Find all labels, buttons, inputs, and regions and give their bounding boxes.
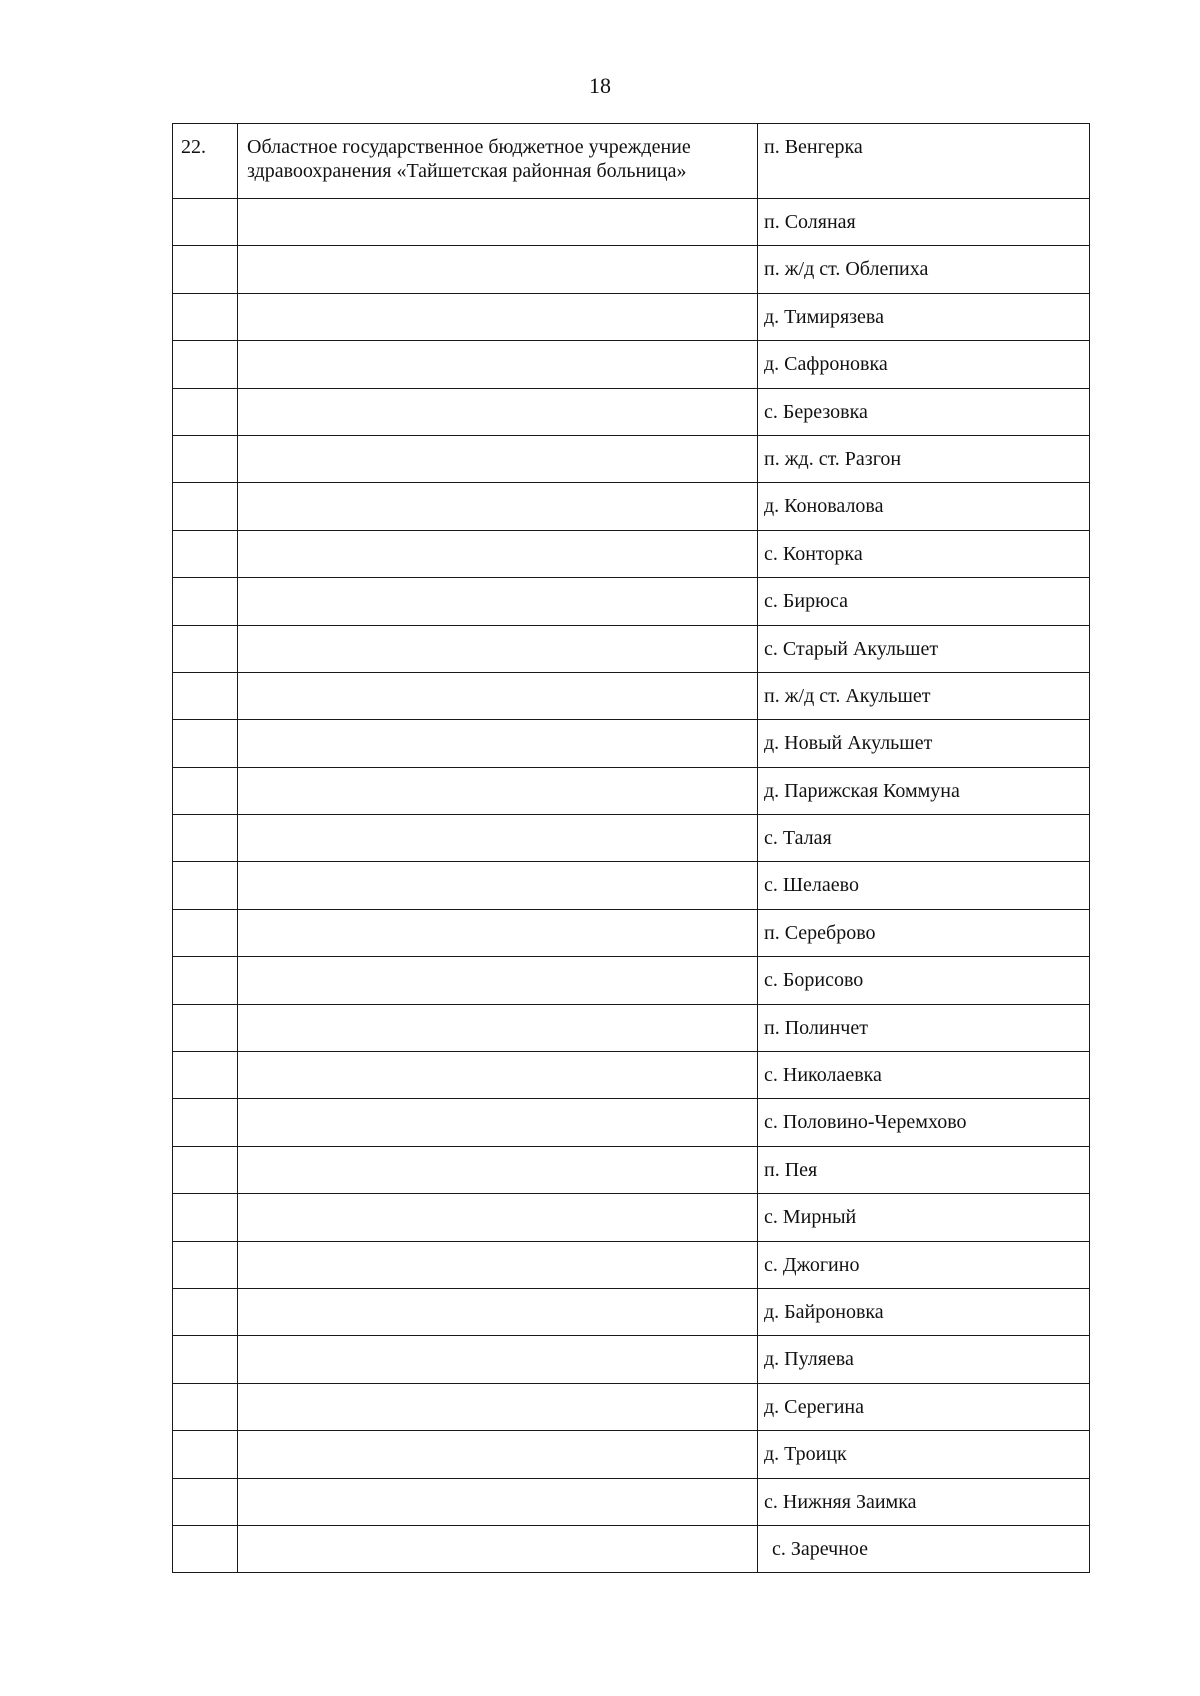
locality-name: п. Соляная bbox=[758, 199, 1090, 246]
table-row bbox=[173, 672, 1090, 719]
table-row bbox=[173, 246, 1090, 293]
number-cell-empty bbox=[173, 530, 238, 577]
institution-cell-empty bbox=[238, 1194, 758, 1241]
institution-cell-empty bbox=[238, 862, 758, 909]
number-cell-empty bbox=[173, 862, 238, 909]
institution-cell-empty bbox=[238, 815, 758, 862]
number-cell-empty bbox=[173, 1099, 238, 1146]
institution-cell-empty bbox=[238, 625, 758, 672]
institution-cell-empty bbox=[238, 1336, 758, 1383]
institution-cell-empty bbox=[238, 1525, 758, 1572]
locality-name: с. Заречное bbox=[758, 1525, 1090, 1572]
institution-cell-empty bbox=[238, 199, 758, 246]
institution-cell-empty bbox=[238, 435, 758, 482]
locality-name: д. Троицк bbox=[758, 1431, 1090, 1478]
number-cell-empty bbox=[173, 672, 238, 719]
number-cell-empty bbox=[173, 246, 238, 293]
institution-cell-empty bbox=[238, 1052, 758, 1099]
number-cell-empty bbox=[173, 578, 238, 625]
locality-name: д. Пуляева bbox=[758, 1336, 1090, 1383]
locality-name: п. Сереброво bbox=[758, 909, 1090, 956]
number-cell-empty bbox=[173, 1194, 238, 1241]
table-row bbox=[173, 720, 1090, 767]
institution-cell-empty bbox=[238, 530, 758, 577]
table-row bbox=[173, 1099, 1090, 1146]
locality-name: д. Сафроновка bbox=[758, 341, 1090, 388]
number-cell-empty bbox=[173, 957, 238, 1004]
locality-name: с. Мирный bbox=[758, 1194, 1090, 1241]
table-row bbox=[173, 1194, 1090, 1241]
locality-name: д. Тимирязева bbox=[758, 293, 1090, 340]
number-cell-empty bbox=[173, 1336, 238, 1383]
number-cell-empty bbox=[173, 1431, 238, 1478]
locality-name: с. Старый Акульшет bbox=[758, 625, 1090, 672]
institution-cell-empty bbox=[238, 578, 758, 625]
institution-cell-empty bbox=[238, 1099, 758, 1146]
number-cell-empty bbox=[173, 388, 238, 435]
table-row bbox=[173, 341, 1090, 388]
locality-name: с. Джогино bbox=[758, 1241, 1090, 1288]
institution-cell-empty bbox=[238, 767, 758, 814]
institution-cell-empty bbox=[238, 1004, 758, 1051]
table-row bbox=[173, 957, 1090, 1004]
number-cell-empty bbox=[173, 341, 238, 388]
number-cell-empty bbox=[173, 1146, 238, 1193]
locality-name: с. Конторка bbox=[758, 530, 1090, 577]
locality-name: п. Венгерка bbox=[758, 124, 1090, 199]
table-row bbox=[173, 862, 1090, 909]
table-row bbox=[173, 124, 1090, 199]
locality-name: с. Шелаево bbox=[758, 862, 1090, 909]
table-row bbox=[173, 767, 1090, 814]
locality-name: д. Серегина bbox=[758, 1383, 1090, 1430]
table-row bbox=[173, 1288, 1090, 1335]
institution-cell-empty bbox=[238, 293, 758, 340]
institution-cell-empty bbox=[238, 483, 758, 530]
number-cell-empty bbox=[173, 1288, 238, 1335]
locality-name: д. Парижская Коммуна bbox=[758, 767, 1090, 814]
number-cell-empty bbox=[173, 1525, 238, 1572]
table-row bbox=[173, 815, 1090, 862]
number-cell-empty bbox=[173, 483, 238, 530]
locality-name: д. Новый Акульшет bbox=[758, 720, 1090, 767]
institution-cell-empty bbox=[238, 1146, 758, 1193]
table-row bbox=[173, 435, 1090, 482]
number-cell-empty bbox=[173, 435, 238, 482]
locality-name: п. ж/д ст. Облепиха bbox=[758, 246, 1090, 293]
locality-name: с. Половино-Черемхово bbox=[758, 1099, 1090, 1146]
locality-name: п. Пея bbox=[758, 1146, 1090, 1193]
institution-cell-empty bbox=[238, 957, 758, 1004]
number-cell-empty bbox=[173, 199, 238, 246]
locality-name: с. Березовка bbox=[758, 388, 1090, 435]
table-row bbox=[173, 1241, 1090, 1288]
table-row bbox=[173, 1431, 1090, 1478]
locality-name: с. Борисово bbox=[758, 957, 1090, 1004]
number-cell-empty bbox=[173, 1383, 238, 1430]
table-row bbox=[173, 530, 1090, 577]
number-cell-empty bbox=[173, 293, 238, 340]
table-row bbox=[173, 1478, 1090, 1525]
table-row bbox=[173, 293, 1090, 340]
localities-table bbox=[172, 123, 1090, 1573]
locality-name: п. ж/д ст. Акульшет bbox=[758, 672, 1090, 719]
table-row bbox=[173, 1004, 1090, 1051]
table-row bbox=[173, 1146, 1090, 1193]
table-row bbox=[173, 388, 1090, 435]
table-row bbox=[173, 1525, 1090, 1572]
number-cell-empty bbox=[173, 720, 238, 767]
table-row bbox=[173, 578, 1090, 625]
number-cell-empty bbox=[173, 1478, 238, 1525]
table-row bbox=[173, 1336, 1090, 1383]
institution-cell-empty bbox=[238, 388, 758, 435]
institution-cell-empty bbox=[238, 909, 758, 956]
institution-cell-empty bbox=[238, 246, 758, 293]
number-cell-empty bbox=[173, 909, 238, 956]
locality-name: с. Нижняя Заимка bbox=[758, 1478, 1090, 1525]
institution-cell-empty bbox=[238, 1241, 758, 1288]
table-row bbox=[173, 625, 1090, 672]
locality-name: п. Полинчет bbox=[758, 1004, 1090, 1051]
institution-name: Областное государственное бюджетное учреждение здравоохранения «Тайшетская районная больница» bbox=[238, 124, 758, 199]
locality-name: п. жд. ст. Разгон bbox=[758, 435, 1090, 482]
table-row bbox=[173, 199, 1090, 246]
number-cell-empty bbox=[173, 767, 238, 814]
locality-name: с. Бирюса bbox=[758, 578, 1090, 625]
number-cell-empty bbox=[173, 815, 238, 862]
page-number: 18 bbox=[589, 73, 611, 98]
locality-name: д. Коновалова bbox=[758, 483, 1090, 530]
institution-cell-empty bbox=[238, 1431, 758, 1478]
table-row bbox=[173, 909, 1090, 956]
institution-cell-empty bbox=[238, 672, 758, 719]
table-body bbox=[173, 124, 1090, 1573]
number-cell-empty bbox=[173, 1241, 238, 1288]
locality-name: с. Николаевка bbox=[758, 1052, 1090, 1099]
entry-number: 22. bbox=[173, 124, 238, 199]
institution-cell-empty bbox=[238, 341, 758, 388]
locality-name: с. Талая bbox=[758, 815, 1090, 862]
institution-cell-empty bbox=[238, 720, 758, 767]
number-cell-empty bbox=[173, 1004, 238, 1051]
table-row bbox=[173, 1383, 1090, 1430]
institution-cell-empty bbox=[238, 1288, 758, 1335]
institution-cell-empty bbox=[238, 1478, 758, 1525]
institution-cell-empty bbox=[238, 1383, 758, 1430]
table-row bbox=[173, 1052, 1090, 1099]
number-cell-empty bbox=[173, 625, 238, 672]
table-row bbox=[173, 483, 1090, 530]
number-cell-empty bbox=[173, 1052, 238, 1099]
locality-name: д. Байроновка bbox=[758, 1288, 1090, 1335]
